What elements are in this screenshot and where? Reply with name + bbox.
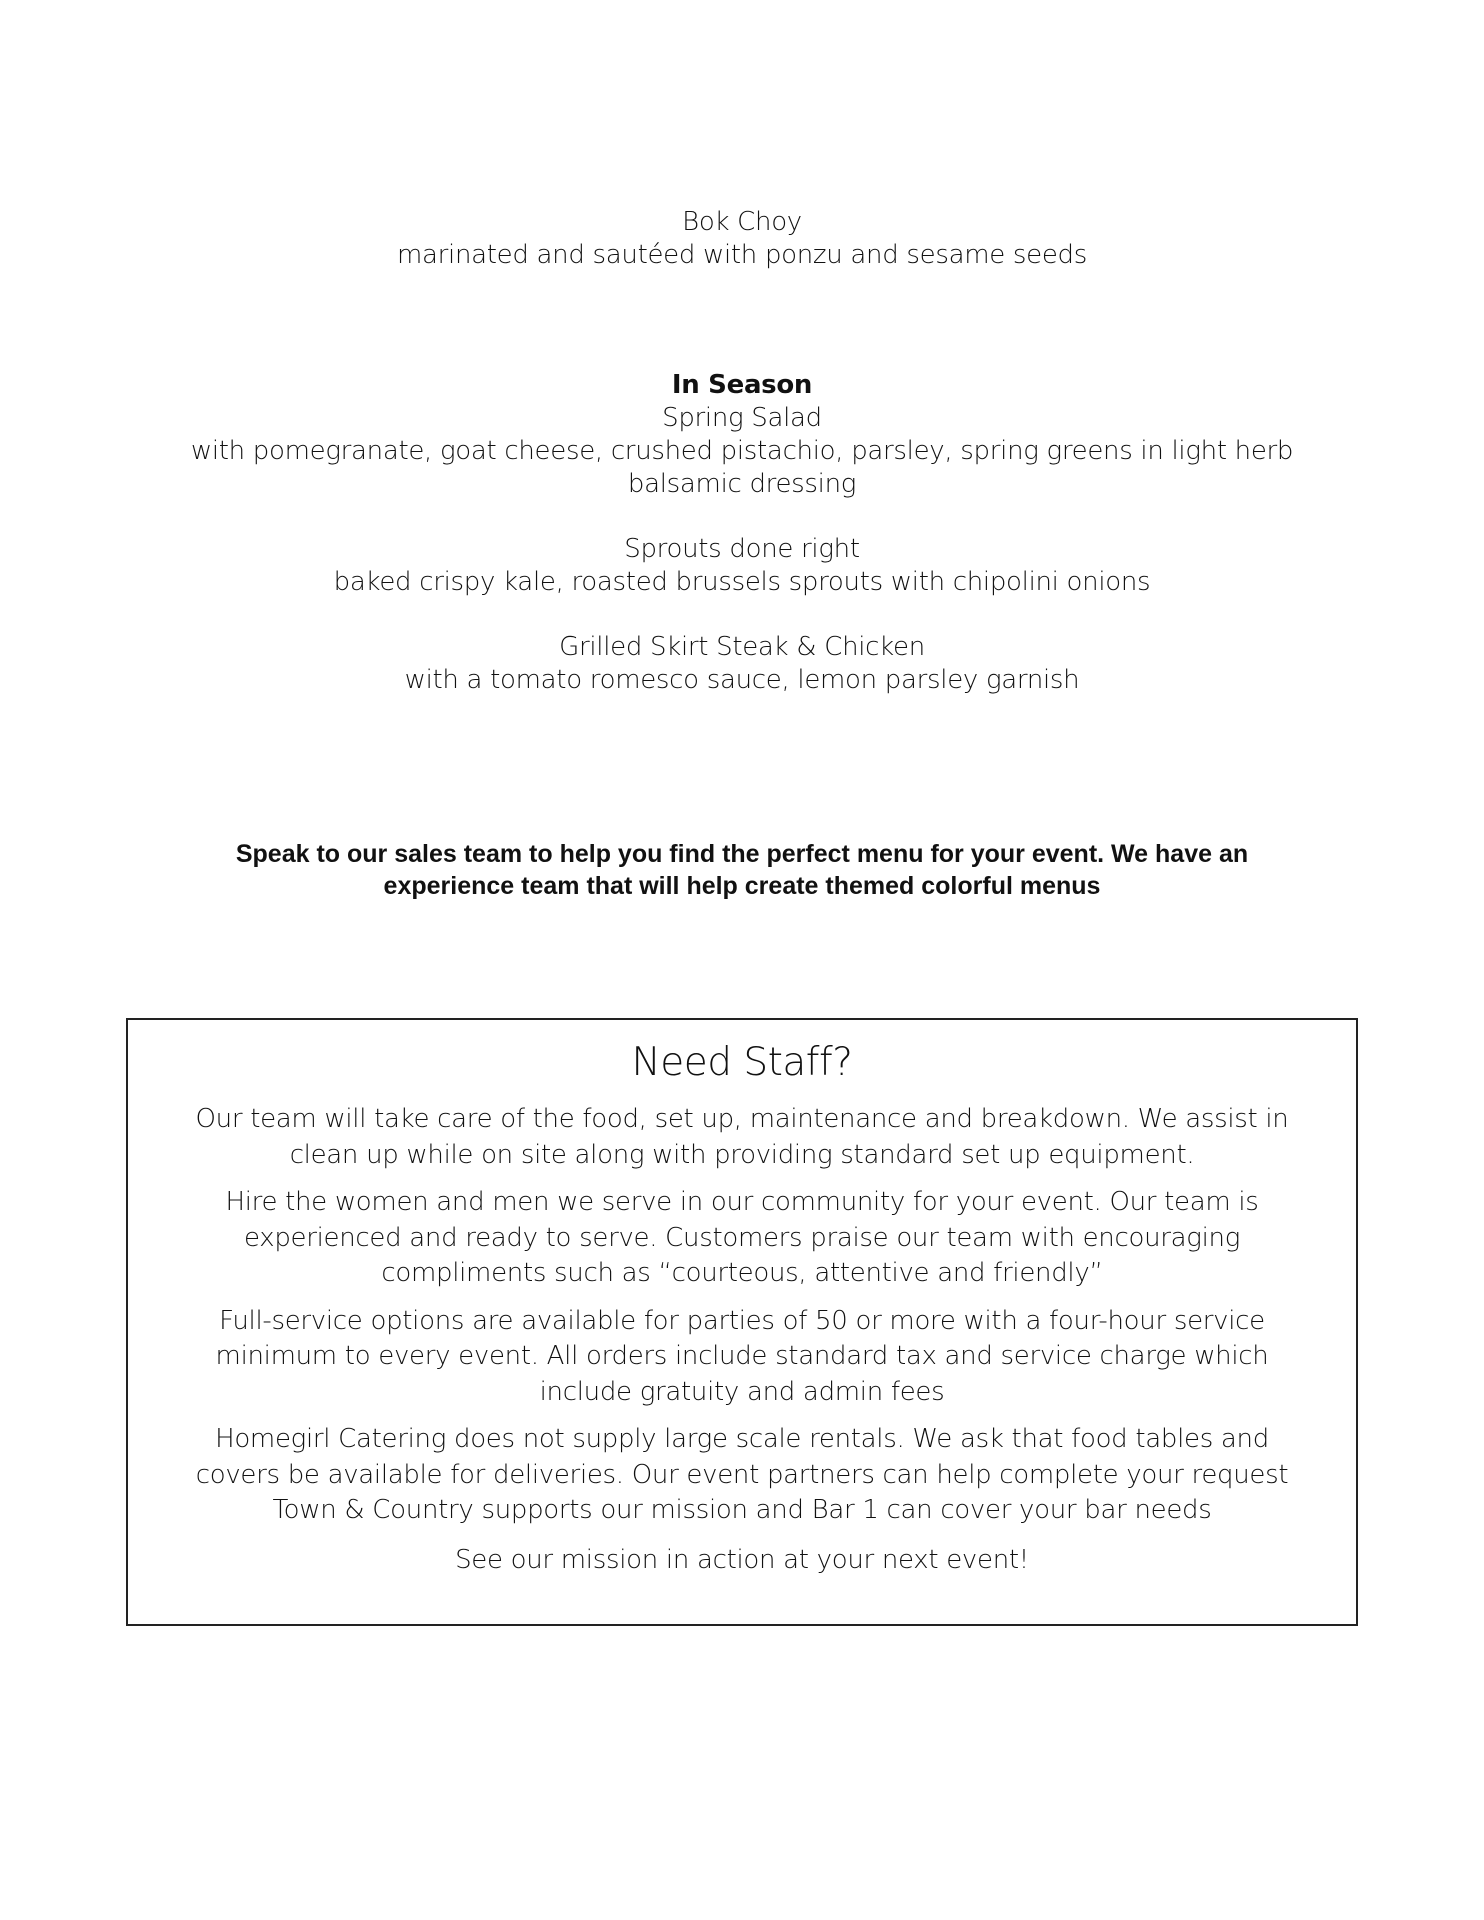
menu-item-name: Grilled Skirt Steak & Chicken <box>559 632 925 662</box>
menu-item-name: Bok Choy <box>682 207 802 237</box>
sales-note: Speak to our sales team to help you find the perfect menu for your event. We have an experience team that will help create themed colorful menus <box>235 840 1249 900</box>
staff-paragraph: Our team will take care of the food, set up, maintenance and breakdown. We assist in clean up while on site along with providing standard set up equipment. <box>195 1104 1289 1170</box>
menu-item-bok-choy <box>0 206 1484 272</box>
staff-paragraph: Full-service options are available for parties of 50 or more with a four-hour service minimum to every event. All orders include standard tax and service charge which include gratuity and admin fees <box>215 1305 1269 1407</box>
staff-paragraph: Homegirl Catering does not supply large scale rentals. We ask that food tables and covers be available for deliveries. Our event partners can help complete your request Town & Country supports our mission and Bar 1 can cover your bar needs <box>195 1424 1289 1525</box>
menu-item-description: with a tomato romesco sauce, lemon parsley garnish <box>404 665 1080 695</box>
menu-item-name: Sprouts done right <box>624 534 860 564</box>
menu-item-description: with pomegranate, goat cheese, crushed pistachio, parsley, spring greens in light herb balsamic dressing <box>190 436 1294 499</box>
staff-paragraph: Hire the women and men we serve in our community for your event. Our team is experienced and ready to serve. Customers praise our team with encouraging compliments such as “courteous, attentive and friendly” <box>225 1187 1259 1288</box>
in-season-section <box>0 369 1484 501</box>
menu-item-description: marinated and sautéed with ponzu and sesame seeds <box>396 240 1088 270</box>
need-staff-box <box>126 1018 1358 1626</box>
menu-item-name: Spring Salad <box>662 403 822 433</box>
menu-item-description: baked crispy kale, roasted brussels sprouts with chipolini onions <box>333 567 1151 597</box>
section-heading: In Season <box>671 370 813 400</box>
staff-closing-line: See our mission in action at your next event! <box>455 1544 1029 1575</box>
staff-title: Need Staff? <box>631 1040 853 1085</box>
menu-item-sprouts <box>0 533 1484 599</box>
menu-item-steak-chicken <box>0 631 1484 697</box>
